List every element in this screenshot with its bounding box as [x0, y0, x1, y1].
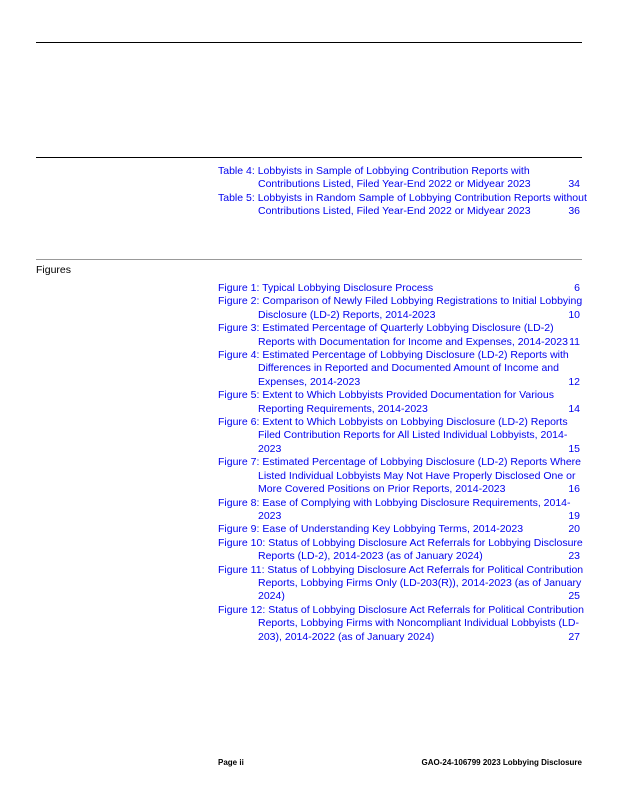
toc-entry-page[interactable]: 25: [568, 590, 580, 603]
top-rule: [36, 42, 582, 43]
toc-entry-title[interactable]: Table 5: Lobbyists in Random Sample of Lobbying Contribution Reports without Contributions Listed, Filed Year-End 2022 or Midyear 2023: [218, 191, 587, 218]
toc-entry-title[interactable]: Figure 2: Comparison of Newly Filed Lobbying Registrations to Initial Lobbying Disclosure (LD-2) Reports, 2014-2023: [218, 295, 583, 321]
figures-rule: [36, 259, 582, 260]
toc-entry-page[interactable]: 34: [568, 178, 580, 191]
toc-entry-title[interactable]: Figure 3: Estimated Percentage of Quarterly Lobbying Disclosure (LD-2) Reports with Documentation for Income and Expenses, 2014-2023: [218, 322, 568, 348]
toc-entry-page[interactable]: 11: [569, 335, 580, 348]
toc-entry-figure-11[interactable]: [218, 564, 582, 604]
toc-entry-page[interactable]: 6: [574, 282, 580, 294]
toc-entry-page[interactable]: 23: [568, 550, 580, 563]
toc-entry-title[interactable]: Figure 6: Extent to Which Lobbyists on Lobbying Disclosure (LD-2) Reports Filed Contribution Reports for All Listed Individual Lobbyists, 2014-2023: [218, 416, 568, 455]
toc-entry-figure-9[interactable]: [218, 523, 582, 536]
toc-entry-title[interactable]: Figure 7: Estimated Percentage of Lobbying Disclosure (LD-2) Reports Where Listed Individual Lobbyists May Not Have Properly Disclosed One or More Covered Positions on Prior Reports, 2014-2023: [218, 456, 581, 496]
footer-page-label: Page ii: [218, 758, 244, 767]
toc-entry-title[interactable]: Table 4: Lobbyists in Sample of Lobbying Contribution Reports with Contributions Listed, Filed Year-End 2022 or Midyear 2023: [218, 165, 531, 191]
toc-entry-title[interactable]: Figure 5: Extent to Which Lobbyists Provided Documentation for Various Reporting Requirements, 2014-2023: [218, 389, 554, 415]
toc-entry-figure-3[interactable]: [218, 322, 582, 349]
toc-entry-page[interactable]: 36: [568, 205, 580, 218]
toc-entry-page[interactable]: 12: [568, 375, 580, 388]
toc-entry-title[interactable]: Figure 10: Status of Lobbying Disclosure Act Referrals for Lobbying Disclosure Reports (LD-2), 2014-2023 (as of January 2024): [218, 536, 583, 563]
toc-entry-figure-6[interactable]: [218, 416, 582, 456]
toc-entry-page[interactable]: 20: [568, 523, 580, 536]
toc-entry-figure-2[interactable]: [218, 295, 582, 322]
section-rule: [36, 157, 582, 158]
toc-entry-figure-7[interactable]: [218, 456, 582, 496]
toc-entry-page[interactable]: 14: [568, 402, 580, 415]
toc-entry-figure-8[interactable]: [218, 497, 582, 524]
toc-entry-figure-1[interactable]: [218, 282, 582, 295]
toc-entry-figure-10[interactable]: [218, 537, 582, 564]
toc-entry-title[interactable]: Figure 8: Ease of Complying with Lobbying Disclosure Requirements, 2014-2023: [218, 496, 571, 522]
toc-entry-title[interactable]: Figure 9: Ease of Understanding Key Lobbying Terms, 2014-2023: [218, 523, 524, 536]
toc-entry-figure-12[interactable]: [218, 604, 582, 644]
toc-entry-title[interactable]: Figure 11: Status of Lobbying Disclosure Act Referrals for Political Contribution Reports, Lobbying Firms Only (LD-203(R)), 2014-2023 (as of January 2024): [218, 563, 584, 603]
toc-entry-table-5[interactable]: [218, 191, 587, 219]
toc-entry-title[interactable]: Figure 1: Typical Lobbying Disclosure Process: [218, 282, 434, 294]
toc-entry-page[interactable]: 15: [568, 442, 580, 455]
toc-entry-page[interactable]: 10: [568, 308, 580, 321]
toc-entry-title[interactable]: Figure 12: Status of Lobbying Disclosure Act Referrals for Political Contribution Reports, Lobbying Firms with Noncompliant Individual Lobbyists (LD-203), 2014-2022 (as of January 2024): [218, 603, 584, 643]
toc-entry-table-4[interactable]: [218, 165, 582, 192]
figures-heading: Figures: [36, 264, 72, 276]
figures-list: [218, 282, 582, 644]
toc-entry-page[interactable]: 16: [568, 483, 580, 496]
toc-entry-figure-4[interactable]: [218, 349, 582, 389]
footer-report-id: GAO-24-106799 2023 Lobbying Disclosure: [421, 758, 582, 767]
toc-entry-figure-5[interactable]: [218, 389, 582, 416]
toc-entry-title[interactable]: Figure 4: Estimated Percentage of Lobbying Disclosure (LD-2) Reports with Differences in Reported and Documented Amount of Income and Expenses, 2014-2023: [218, 349, 569, 388]
tables-list: [218, 165, 587, 219]
toc-entry-page[interactable]: 27: [568, 630, 580, 643]
toc-entry-page[interactable]: 19: [568, 509, 580, 522]
